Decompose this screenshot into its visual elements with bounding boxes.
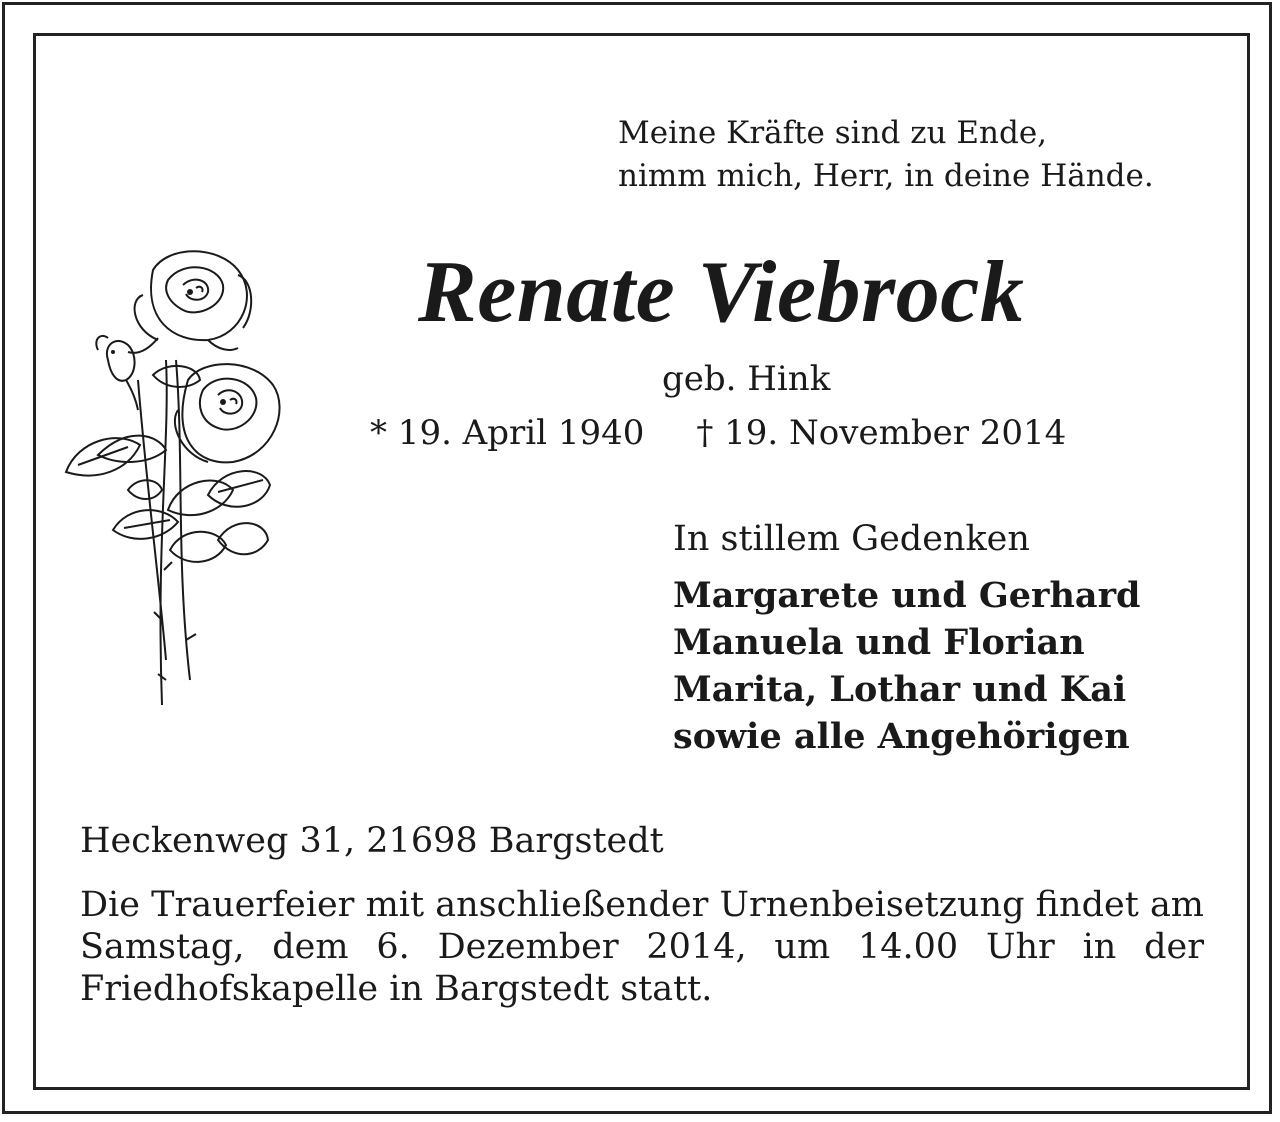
mourner-line: Margarete und Gerhard — [673, 575, 1141, 616]
deceased-name: Renate Viebrock — [418, 244, 1025, 341]
funeral-notice: Die Trauerfeier mit anschließender Urnenbeisetzung findet am Samstag, dem 6. Dezember 2014, um 14.00 Uhr in der Friedhofskapelle in Bargstedt statt. — [80, 885, 1204, 1009]
life-dates — [370, 411, 1066, 455]
verse-line-2: nimm mich, Herr, in deine Hände. — [618, 158, 1154, 194]
mourners-list — [673, 572, 1141, 760]
mourner-line: sowie alle Angehörigen — [673, 716, 1130, 757]
mourner-line: Marita, Lothar und Kai — [673, 669, 1127, 710]
verse-line-1: Meine Kräfte sind zu Ende, — [618, 115, 1048, 151]
death-date: † 19. November 2014 — [696, 413, 1067, 453]
address: Heckenweg 31, 21698 Bargstedt — [80, 821, 664, 861]
birth-date: * 19. April 1940 — [370, 413, 645, 453]
maiden-name: geb. Hink — [662, 359, 831, 399]
rose-icon — [58, 240, 288, 710]
bible-verse — [618, 112, 1154, 198]
mourner-line: Manuela und Florian — [673, 622, 1085, 663]
memory-line: In stillem Gedenken — [673, 519, 1030, 559]
